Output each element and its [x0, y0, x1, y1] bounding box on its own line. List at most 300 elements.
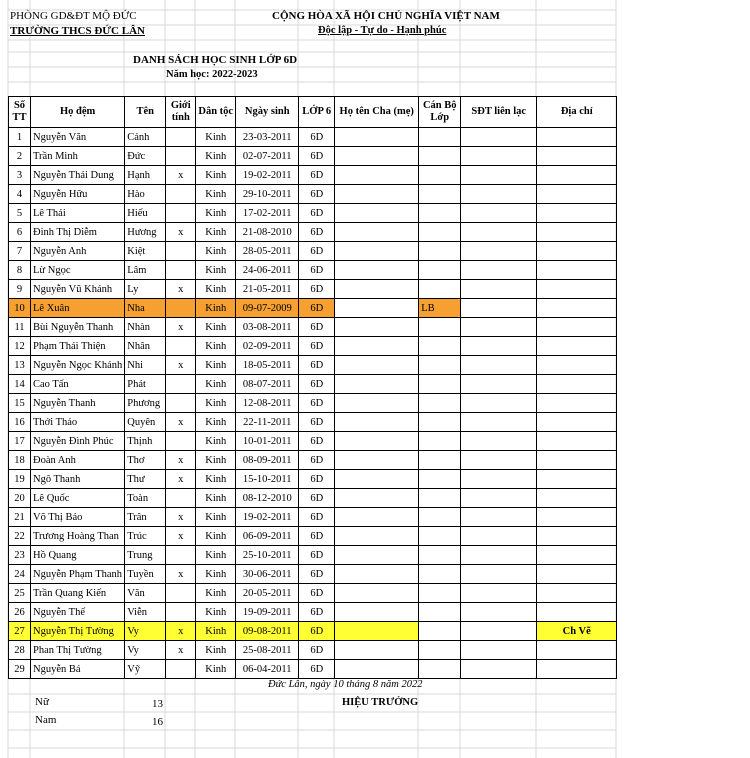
stt-cell[interactable]: 17	[9, 432, 31, 451]
ho-dem-cell[interactable]: Nguyễn Thanh	[31, 394, 125, 413]
stt-cell[interactable]: 15	[9, 394, 31, 413]
dia-chi-cell[interactable]	[537, 413, 617, 432]
ten-cell[interactable]: Vy	[125, 641, 166, 660]
dan-toc-cell[interactable]: Kinh	[196, 223, 236, 242]
ten-cell[interactable]: Nhi	[125, 356, 166, 375]
ngay-sinh-cell[interactable]: 08-07-2011	[236, 375, 299, 394]
dia-chi-cell[interactable]	[537, 128, 617, 147]
can-bo-lop-cell[interactable]	[419, 584, 461, 603]
dan-toc-cell[interactable]: Kinh	[196, 375, 236, 394]
stt-cell[interactable]: 25	[9, 584, 31, 603]
gioi-tinh-cell[interactable]	[166, 147, 196, 166]
ten-cell[interactable]: Vỹ	[125, 660, 166, 679]
gioi-tinh-cell[interactable]: x	[166, 280, 196, 299]
ho-dem-cell[interactable]: Đinh Thị Diễm	[31, 223, 125, 242]
lop-cell[interactable]: 6D	[299, 166, 335, 185]
ngay-sinh-cell[interactable]: 19-02-2011	[236, 508, 299, 527]
lop-cell[interactable]: 6D	[299, 394, 335, 413]
can-bo-lop-cell[interactable]	[419, 356, 461, 375]
can-bo-lop-cell[interactable]	[419, 204, 461, 223]
dan-toc-cell[interactable]: Kinh	[196, 356, 236, 375]
sdt-cell[interactable]	[461, 489, 537, 508]
ngay-sinh-cell[interactable]: 21-08-2010	[236, 223, 299, 242]
ngay-sinh-cell[interactable]: 20-05-2011	[236, 584, 299, 603]
dia-chi-cell[interactable]	[537, 318, 617, 337]
cha-me-cell[interactable]	[335, 413, 419, 432]
gioi-tinh-cell[interactable]: x	[166, 413, 196, 432]
sdt-cell[interactable]	[461, 147, 537, 166]
sdt-cell[interactable]	[461, 527, 537, 546]
ten-cell[interactable]: Nha	[125, 299, 166, 318]
ngay-sinh-cell[interactable]: 08-12-2010	[236, 489, 299, 508]
dia-chi-cell[interactable]	[537, 584, 617, 603]
cha-me-cell[interactable]	[335, 337, 419, 356]
cha-me-cell[interactable]	[335, 451, 419, 470]
gioi-tinh-cell[interactable]	[166, 204, 196, 223]
ten-cell[interactable]: Hào	[125, 185, 166, 204]
cha-me-cell[interactable]	[335, 280, 419, 299]
sdt-cell[interactable]	[461, 394, 537, 413]
gioi-tinh-cell[interactable]: x	[166, 356, 196, 375]
cha-me-cell[interactable]	[335, 318, 419, 337]
ngay-sinh-cell[interactable]: 19-02-2011	[236, 166, 299, 185]
lop-cell[interactable]: 6D	[299, 204, 335, 223]
dia-chi-cell[interactable]	[537, 565, 617, 584]
gioi-tinh-cell[interactable]	[166, 375, 196, 394]
dan-toc-cell[interactable]: Kinh	[196, 489, 236, 508]
ngay-sinh-cell[interactable]: 10-01-2011	[236, 432, 299, 451]
ho-dem-cell[interactable]: Nguyễn Phạm Thanh	[31, 565, 125, 584]
ho-dem-cell[interactable]: Phạm Thái Thiện	[31, 337, 125, 356]
dan-toc-cell[interactable]: Kinh	[196, 413, 236, 432]
cha-me-cell[interactable]	[335, 470, 419, 489]
cha-me-cell[interactable]	[335, 166, 419, 185]
gioi-tinh-cell[interactable]	[166, 603, 196, 622]
lop-cell[interactable]: 6D	[299, 508, 335, 527]
ngay-sinh-cell[interactable]: 09-08-2011	[236, 622, 299, 641]
sdt-cell[interactable]	[461, 204, 537, 223]
can-bo-lop-cell[interactable]	[419, 603, 461, 622]
ho-dem-cell[interactable]: Cao Tấn	[31, 375, 125, 394]
ho-dem-cell[interactable]: Phan Thị Tường	[31, 641, 125, 660]
ten-cell[interactable]: Vy	[125, 622, 166, 641]
ngay-sinh-cell[interactable]: 22-11-2011	[236, 413, 299, 432]
cha-me-cell[interactable]	[335, 641, 419, 660]
lop-cell[interactable]: 6D	[299, 185, 335, 204]
ho-dem-cell[interactable]: Lừ Ngọc	[31, 261, 125, 280]
stt-cell[interactable]: 19	[9, 470, 31, 489]
dia-chi-cell[interactable]	[537, 394, 617, 413]
gioi-tinh-cell[interactable]: x	[166, 527, 196, 546]
ho-dem-cell[interactable]: Ngô Thanh	[31, 470, 125, 489]
sdt-cell[interactable]	[461, 565, 537, 584]
gioi-tinh-cell[interactable]: x	[166, 223, 196, 242]
dan-toc-cell[interactable]: Kinh	[196, 185, 236, 204]
gioi-tinh-cell[interactable]	[166, 261, 196, 280]
ten-cell[interactable]: Thơ	[125, 451, 166, 470]
gioi-tinh-cell[interactable]	[166, 128, 196, 147]
stt-cell[interactable]: 24	[9, 565, 31, 584]
can-bo-lop-cell[interactable]	[419, 223, 461, 242]
sdt-cell[interactable]	[461, 337, 537, 356]
sdt-cell[interactable]	[461, 356, 537, 375]
can-bo-lop-cell[interactable]	[419, 166, 461, 185]
gioi-tinh-cell[interactable]	[166, 337, 196, 356]
sdt-cell[interactable]	[461, 261, 537, 280]
lop-cell[interactable]: 6D	[299, 527, 335, 546]
cha-me-cell[interactable]	[335, 185, 419, 204]
ho-dem-cell[interactable]: Thới Thảo	[31, 413, 125, 432]
stt-cell[interactable]: 8	[9, 261, 31, 280]
dan-toc-cell[interactable]: Kinh	[196, 204, 236, 223]
ten-cell[interactable]: Viễn	[125, 603, 166, 622]
dia-chi-cell[interactable]	[537, 204, 617, 223]
gioi-tinh-cell[interactable]: x	[166, 318, 196, 337]
stt-cell[interactable]: 29	[9, 660, 31, 679]
gioi-tinh-cell[interactable]: x	[166, 451, 196, 470]
cha-me-cell[interactable]	[335, 261, 419, 280]
ho-dem-cell[interactable]: Nguyễn Ngọc Khánh	[31, 356, 125, 375]
lop-cell[interactable]: 6D	[299, 223, 335, 242]
ten-cell[interactable]: Hương	[125, 223, 166, 242]
ho-dem-cell[interactable]: Nguyễn Thị Tường	[31, 622, 125, 641]
lop-cell[interactable]: 6D	[299, 318, 335, 337]
ten-cell[interactable]: Trung	[125, 546, 166, 565]
ngay-sinh-cell[interactable]: 06-09-2011	[236, 527, 299, 546]
sdt-cell[interactable]	[461, 299, 537, 318]
stt-cell[interactable]: 6	[9, 223, 31, 242]
cha-me-cell[interactable]	[335, 584, 419, 603]
ten-cell[interactable]: Thư	[125, 470, 166, 489]
gioi-tinh-cell[interactable]	[166, 242, 196, 261]
gioi-tinh-cell[interactable]	[166, 185, 196, 204]
dia-chi-cell[interactable]	[537, 261, 617, 280]
dan-toc-cell[interactable]: Kinh	[196, 261, 236, 280]
lop-cell[interactable]: 6D	[299, 641, 335, 660]
dia-chi-cell[interactable]	[537, 641, 617, 660]
dia-chi-cell[interactable]	[537, 375, 617, 394]
dan-toc-cell[interactable]: Kinh	[196, 565, 236, 584]
dia-chi-cell[interactable]	[537, 337, 617, 356]
ho-dem-cell[interactable]: Lê Quốc	[31, 489, 125, 508]
ho-dem-cell[interactable]: Nguyễn Hữu	[31, 185, 125, 204]
dia-chi-cell[interactable]	[537, 166, 617, 185]
dan-toc-cell[interactable]: Kinh	[196, 508, 236, 527]
dan-toc-cell[interactable]: Kinh	[196, 147, 236, 166]
ten-cell[interactable]: Kiệt	[125, 242, 166, 261]
dan-toc-cell[interactable]: Kinh	[196, 394, 236, 413]
dia-chi-cell[interactable]	[537, 546, 617, 565]
cha-me-cell[interactable]	[335, 356, 419, 375]
ten-cell[interactable]: Ly	[125, 280, 166, 299]
can-bo-lop-cell[interactable]	[419, 470, 461, 489]
dia-chi-cell[interactable]	[537, 242, 617, 261]
stt-cell[interactable]: 16	[9, 413, 31, 432]
can-bo-lop-cell[interactable]	[419, 660, 461, 679]
can-bo-lop-cell[interactable]	[419, 318, 461, 337]
ten-cell[interactable]: Nhân	[125, 337, 166, 356]
lop-cell[interactable]: 6D	[299, 337, 335, 356]
stt-cell[interactable]: 1	[9, 128, 31, 147]
ho-dem-cell[interactable]: Lê Xuân	[31, 299, 125, 318]
sdt-cell[interactable]	[461, 375, 537, 394]
gioi-tinh-cell[interactable]	[166, 299, 196, 318]
can-bo-lop-cell[interactable]	[419, 546, 461, 565]
dia-chi-cell[interactable]	[537, 489, 617, 508]
ho-dem-cell[interactable]: Nguyễn Thế	[31, 603, 125, 622]
dia-chi-cell[interactable]	[537, 660, 617, 679]
cha-me-cell[interactable]	[335, 527, 419, 546]
ho-dem-cell[interactable]: Bùi Nguyễn Thanh	[31, 318, 125, 337]
dan-toc-cell[interactable]: Kinh	[196, 603, 236, 622]
stt-cell[interactable]: 13	[9, 356, 31, 375]
cha-me-cell[interactable]	[335, 508, 419, 527]
ten-cell[interactable]: Quyên	[125, 413, 166, 432]
stt-cell[interactable]: 28	[9, 641, 31, 660]
dia-chi-cell[interactable]	[537, 508, 617, 527]
cha-me-cell[interactable]	[335, 299, 419, 318]
dan-toc-cell[interactable]: Kinh	[196, 280, 236, 299]
dan-toc-cell[interactable]: Kinh	[196, 622, 236, 641]
ten-cell[interactable]: Văn	[125, 584, 166, 603]
gioi-tinh-cell[interactable]: x	[166, 166, 196, 185]
lop-cell[interactable]: 6D	[299, 128, 335, 147]
stt-cell[interactable]: 23	[9, 546, 31, 565]
can-bo-lop-cell[interactable]	[419, 242, 461, 261]
ngay-sinh-cell[interactable]: 02-07-2011	[236, 147, 299, 166]
ngay-sinh-cell[interactable]: 30-06-2011	[236, 565, 299, 584]
stt-cell[interactable]: 27	[9, 622, 31, 641]
cha-me-cell[interactable]	[335, 242, 419, 261]
ngay-sinh-cell[interactable]: 15-10-2011	[236, 470, 299, 489]
ngay-sinh-cell[interactable]: 03-08-2011	[236, 318, 299, 337]
ngay-sinh-cell[interactable]: 24-06-2011	[236, 261, 299, 280]
can-bo-lop-cell[interactable]	[419, 622, 461, 641]
can-bo-lop-cell[interactable]	[419, 508, 461, 527]
gioi-tinh-cell[interactable]	[166, 432, 196, 451]
ngay-sinh-cell[interactable]: 25-10-2011	[236, 546, 299, 565]
sdt-cell[interactable]	[461, 470, 537, 489]
stt-cell[interactable]: 18	[9, 451, 31, 470]
can-bo-lop-cell[interactable]	[419, 527, 461, 546]
ten-cell[interactable]: Toàn	[125, 489, 166, 508]
cha-me-cell[interactable]	[335, 603, 419, 622]
gioi-tinh-cell[interactable]	[166, 584, 196, 603]
can-bo-lop-cell[interactable]	[419, 147, 461, 166]
lop-cell[interactable]: 6D	[299, 261, 335, 280]
dia-chi-cell[interactable]	[537, 470, 617, 489]
can-bo-lop-cell[interactable]	[419, 432, 461, 451]
gioi-tinh-cell[interactable]	[166, 546, 196, 565]
dia-chi-cell[interactable]	[537, 185, 617, 204]
gioi-tinh-cell[interactable]: x	[166, 565, 196, 584]
lop-cell[interactable]: 6D	[299, 147, 335, 166]
ngay-sinh-cell[interactable]: 19-09-2011	[236, 603, 299, 622]
sdt-cell[interactable]	[461, 318, 537, 337]
sdt-cell[interactable]	[461, 280, 537, 299]
lop-cell[interactable]: 6D	[299, 660, 335, 679]
ho-dem-cell[interactable]: Trần Quang Kiến	[31, 584, 125, 603]
lop-cell[interactable]: 6D	[299, 242, 335, 261]
stt-cell[interactable]: 5	[9, 204, 31, 223]
dia-chi-cell[interactable]	[537, 603, 617, 622]
ngay-sinh-cell[interactable]: 09-07-2009	[236, 299, 299, 318]
can-bo-lop-cell[interactable]	[419, 337, 461, 356]
ho-dem-cell[interactable]: Võ Thị Bảo	[31, 508, 125, 527]
cha-me-cell[interactable]	[335, 546, 419, 565]
ngay-sinh-cell[interactable]: 08-09-2011	[236, 451, 299, 470]
lop-cell[interactable]: 6D	[299, 280, 335, 299]
can-bo-lop-cell[interactable]	[419, 280, 461, 299]
stt-cell[interactable]: 4	[9, 185, 31, 204]
sdt-cell[interactable]	[461, 223, 537, 242]
dan-toc-cell[interactable]: Kinh	[196, 451, 236, 470]
ho-dem-cell[interactable]: Hồ Quang	[31, 546, 125, 565]
stt-cell[interactable]: 26	[9, 603, 31, 622]
can-bo-lop-cell[interactable]	[419, 565, 461, 584]
dia-chi-cell[interactable]	[537, 280, 617, 299]
ten-cell[interactable]: Đức	[125, 147, 166, 166]
cha-me-cell[interactable]	[335, 432, 419, 451]
dan-toc-cell[interactable]: Kinh	[196, 166, 236, 185]
stt-cell[interactable]: 14	[9, 375, 31, 394]
ho-dem-cell[interactable]: Nguyễn Thái Dung	[31, 166, 125, 185]
ten-cell[interactable]: Hạnh	[125, 166, 166, 185]
stt-cell[interactable]: 2	[9, 147, 31, 166]
sdt-cell[interactable]	[461, 128, 537, 147]
ten-cell[interactable]: Phát	[125, 375, 166, 394]
sdt-cell[interactable]	[461, 432, 537, 451]
cha-me-cell[interactable]	[335, 223, 419, 242]
sdt-cell[interactable]	[461, 641, 537, 660]
ngay-sinh-cell[interactable]: 18-05-2011	[236, 356, 299, 375]
lop-cell[interactable]: 6D	[299, 565, 335, 584]
sdt-cell[interactable]	[461, 242, 537, 261]
gioi-tinh-cell[interactable]: x	[166, 470, 196, 489]
stt-cell[interactable]: 9	[9, 280, 31, 299]
ngay-sinh-cell[interactable]: 21-05-2011	[236, 280, 299, 299]
gioi-tinh-cell[interactable]	[166, 489, 196, 508]
ten-cell[interactable]: Phương	[125, 394, 166, 413]
ho-dem-cell[interactable]: Trần Minh	[31, 147, 125, 166]
ho-dem-cell[interactable]: Đoàn Anh	[31, 451, 125, 470]
dia-chi-cell[interactable]	[537, 299, 617, 318]
dan-toc-cell[interactable]: Kinh	[196, 337, 236, 356]
dia-chi-cell[interactable]	[537, 356, 617, 375]
ho-dem-cell[interactable]: Nguyễn Anh	[31, 242, 125, 261]
dia-chi-cell[interactable]: Ch Vẽ	[537, 622, 617, 641]
ngay-sinh-cell[interactable]: 06-04-2011	[236, 660, 299, 679]
dia-chi-cell[interactable]	[537, 527, 617, 546]
cha-me-cell[interactable]	[335, 660, 419, 679]
gioi-tinh-cell[interactable]	[166, 660, 196, 679]
sdt-cell[interactable]	[461, 660, 537, 679]
stt-cell[interactable]: 3	[9, 166, 31, 185]
stt-cell[interactable]: 20	[9, 489, 31, 508]
sdt-cell[interactable]	[461, 166, 537, 185]
lop-cell[interactable]: 6D	[299, 375, 335, 394]
lop-cell[interactable]: 6D	[299, 584, 335, 603]
can-bo-lop-cell[interactable]	[419, 128, 461, 147]
dan-toc-cell[interactable]: Kinh	[196, 318, 236, 337]
ten-cell[interactable]: Trân	[125, 508, 166, 527]
stt-cell[interactable]: 21	[9, 508, 31, 527]
ngay-sinh-cell[interactable]: 28-05-2011	[236, 242, 299, 261]
stt-cell[interactable]: 22	[9, 527, 31, 546]
dia-chi-cell[interactable]	[537, 147, 617, 166]
sdt-cell[interactable]	[461, 622, 537, 641]
gioi-tinh-cell[interactable]: x	[166, 622, 196, 641]
dia-chi-cell[interactable]	[537, 432, 617, 451]
dan-toc-cell[interactable]: Kinh	[196, 432, 236, 451]
can-bo-lop-cell[interactable]	[419, 185, 461, 204]
gioi-tinh-cell[interactable]: x	[166, 641, 196, 660]
ho-dem-cell[interactable]: Nguyễn Bá	[31, 660, 125, 679]
cha-me-cell[interactable]	[335, 147, 419, 166]
cha-me-cell[interactable]	[335, 394, 419, 413]
ten-cell[interactable]: Hiếu	[125, 204, 166, 223]
ten-cell[interactable]: Thịnh	[125, 432, 166, 451]
cha-me-cell[interactable]	[335, 565, 419, 584]
sdt-cell[interactable]	[461, 451, 537, 470]
stt-cell[interactable]: 10	[9, 299, 31, 318]
ngay-sinh-cell[interactable]: 23-03-2011	[236, 128, 299, 147]
stt-cell[interactable]: 7	[9, 242, 31, 261]
lop-cell[interactable]: 6D	[299, 470, 335, 489]
ten-cell[interactable]: Trúc	[125, 527, 166, 546]
lop-cell[interactable]: 6D	[299, 603, 335, 622]
stt-cell[interactable]: 11	[9, 318, 31, 337]
ho-dem-cell[interactable]: Nguyễn Vũ Khánh	[31, 280, 125, 299]
dan-toc-cell[interactable]: Kinh	[196, 660, 236, 679]
can-bo-lop-cell[interactable]	[419, 375, 461, 394]
cha-me-cell[interactable]	[335, 375, 419, 394]
ngay-sinh-cell[interactable]: 02-09-2011	[236, 337, 299, 356]
lop-cell[interactable]: 6D	[299, 622, 335, 641]
sdt-cell[interactable]	[461, 508, 537, 527]
can-bo-lop-cell[interactable]	[419, 641, 461, 660]
dan-toc-cell[interactable]: Kinh	[196, 242, 236, 261]
ten-cell[interactable]: Nhàn	[125, 318, 166, 337]
can-bo-lop-cell[interactable]	[419, 413, 461, 432]
lop-cell[interactable]: 6D	[299, 432, 335, 451]
gioi-tinh-cell[interactable]: x	[166, 508, 196, 527]
ten-cell[interactable]: Lâm	[125, 261, 166, 280]
lop-cell[interactable]: 6D	[299, 451, 335, 470]
ngay-sinh-cell[interactable]: 25-08-2011	[236, 641, 299, 660]
dan-toc-cell[interactable]: Kinh	[196, 128, 236, 147]
lop-cell[interactable]: 6D	[299, 546, 335, 565]
ho-dem-cell[interactable]: Lê Thái	[31, 204, 125, 223]
lop-cell[interactable]: 6D	[299, 299, 335, 318]
sdt-cell[interactable]	[461, 546, 537, 565]
lop-cell[interactable]: 6D	[299, 356, 335, 375]
stt-cell[interactable]: 12	[9, 337, 31, 356]
cha-me-cell[interactable]	[335, 204, 419, 223]
sdt-cell[interactable]	[461, 185, 537, 204]
can-bo-lop-cell[interactable]: LB	[419, 299, 461, 318]
ten-cell[interactable]: Tuyền	[125, 565, 166, 584]
ho-dem-cell[interactable]: Trương Hoàng Than	[31, 527, 125, 546]
lop-cell[interactable]: 6D	[299, 489, 335, 508]
ngay-sinh-cell[interactable]: 17-02-2011	[236, 204, 299, 223]
lop-cell[interactable]: 6D	[299, 413, 335, 432]
can-bo-lop-cell[interactable]	[419, 394, 461, 413]
ten-cell[interactable]: Cảnh	[125, 128, 166, 147]
ho-dem-cell[interactable]: Nguyễn Đình Phúc	[31, 432, 125, 451]
cha-me-cell[interactable]	[335, 489, 419, 508]
ngay-sinh-cell[interactable]: 12-08-2011	[236, 394, 299, 413]
